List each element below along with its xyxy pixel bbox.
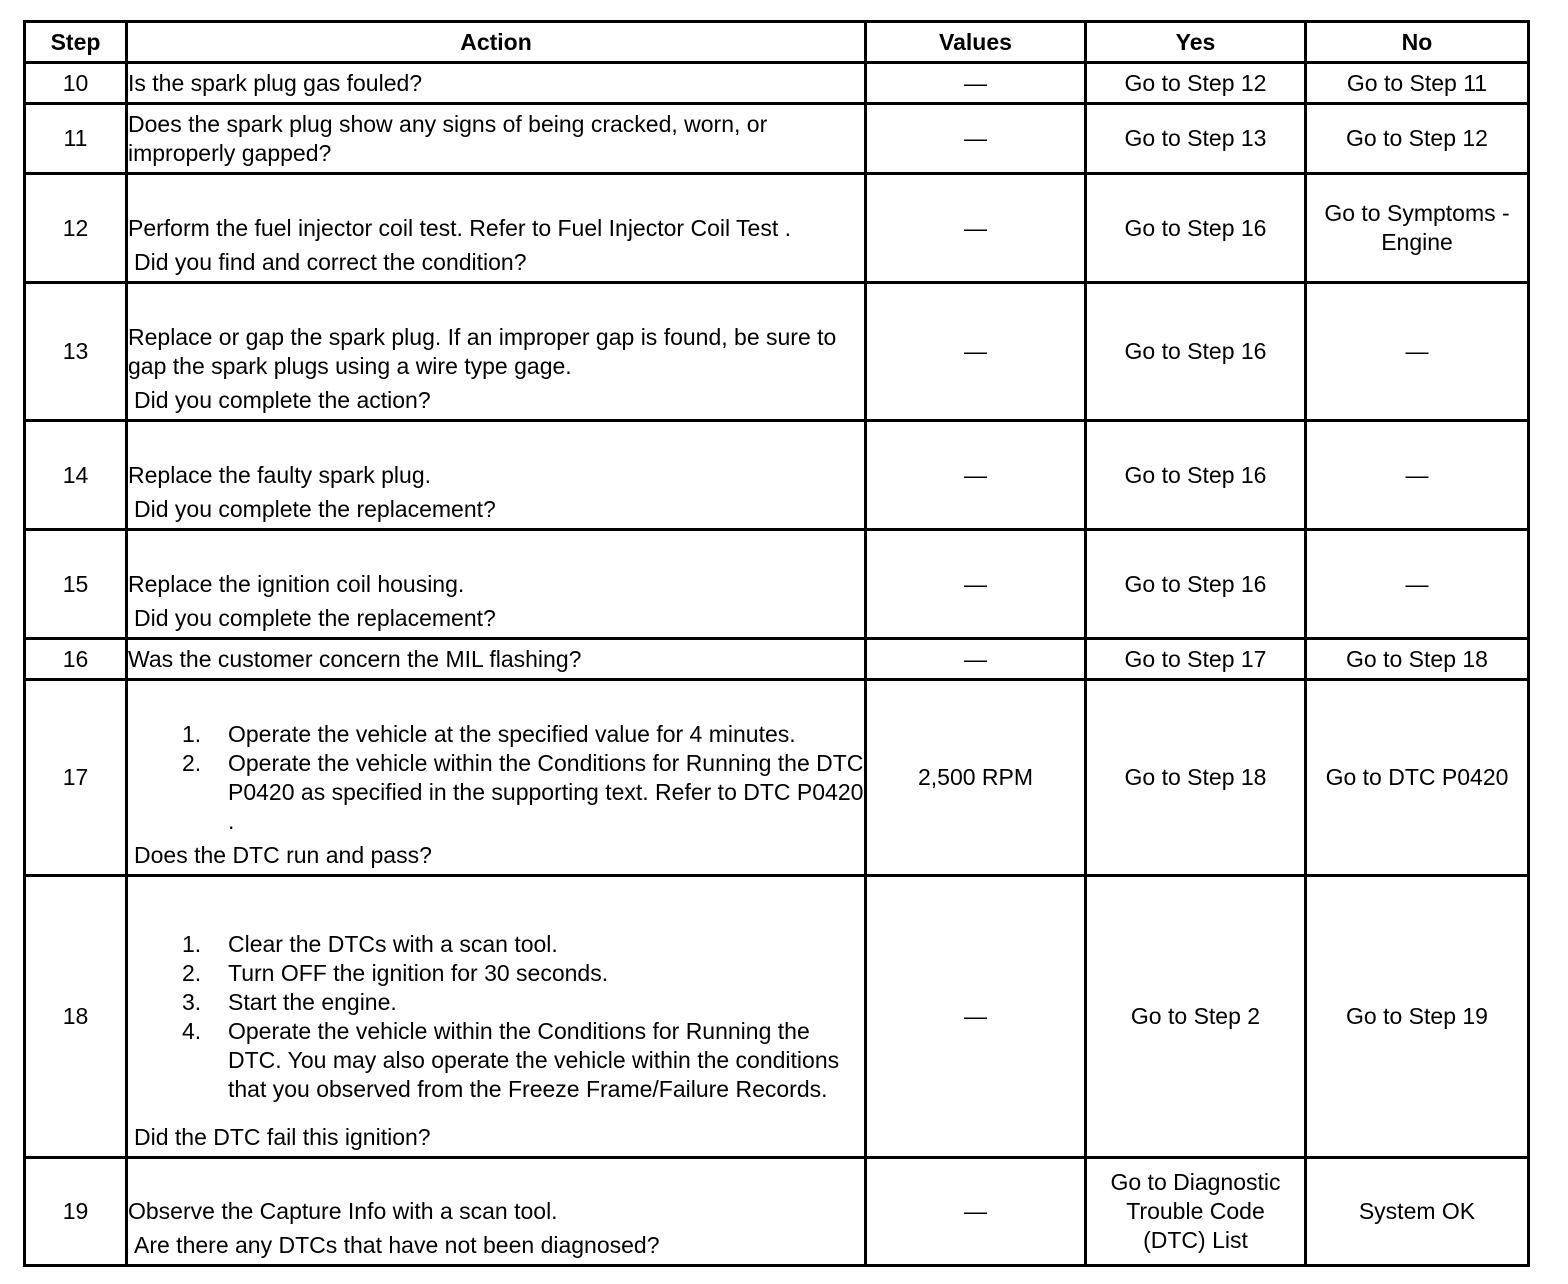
step-number: 12 — [25, 174, 127, 283]
table-row — [25, 530, 1529, 639]
yes-link[interactable]: Go to Step 16 — [1086, 174, 1306, 283]
table-row — [25, 283, 1529, 421]
action-text — [127, 104, 866, 174]
yes-link[interactable]: Go to Diagnostic Trouble Code (DTC) List — [1086, 1158, 1306, 1266]
action-instruction: Perform the fuel injector coil test. Refer to Fuel Injector Coil Test . — [128, 214, 792, 241]
header-yes: Yes — [1086, 22, 1306, 63]
list-item: Clear the DTCs with a scan tool. — [228, 930, 558, 957]
action-steps-list — [128, 720, 864, 836]
table-row — [25, 639, 1529, 680]
action-instruction: Replace the faulty spark plug. — [128, 461, 432, 488]
yes-link[interactable]: Go to Step 13 — [1086, 104, 1306, 174]
yes-link[interactable]: Go to Step 2 — [1086, 876, 1306, 1158]
no-link[interactable]: Go to Symptoms - Engine — [1306, 174, 1529, 283]
value-cell: — — [866, 63, 1086, 104]
list-item: Operate the vehicle at the specified value for 4 minutes. — [228, 720, 796, 747]
no-link[interactable]: Go to Step 12 — [1306, 104, 1529, 174]
yes-link[interactable]: Go to Step 16 — [1086, 530, 1306, 639]
step-number: 15 — [25, 530, 127, 639]
yes-link[interactable]: Go to Step 18 — [1086, 680, 1306, 876]
value-cell: — — [866, 174, 1086, 283]
action-instruction: Observe the Capture Info with a scan tool. — [128, 1198, 558, 1224]
action-text — [127, 63, 866, 104]
no-link[interactable]: Go to Step 19 — [1306, 876, 1529, 1158]
action-instruction: Is the spark plug gas fouled? — [128, 69, 423, 96]
action-question: Did you complete the replacement? — [134, 496, 496, 522]
table-row — [25, 63, 1529, 104]
no-link[interactable]: Go to Step 18 — [1306, 639, 1529, 680]
list-item: Turn OFF the ignition for 30 seconds. — [228, 959, 609, 986]
no-link[interactable]: Go to DTC P0420 — [1306, 680, 1529, 876]
step-number: 11 — [25, 104, 127, 174]
action-question: Did you find and correct the condition? — [134, 249, 527, 275]
list-item: Start the engine. — [228, 988, 397, 1015]
step-number: 16 — [25, 639, 127, 680]
step-number: 18 — [25, 876, 127, 1158]
action-question: Did you complete the action? — [134, 387, 431, 413]
table-row — [25, 174, 1529, 283]
no-link[interactable]: Go to Step 11 — [1306, 63, 1529, 104]
value-cell: — — [866, 530, 1086, 639]
table-row — [25, 104, 1529, 174]
action-question: Are there any DTCs that have not been diagnosed? — [134, 1232, 660, 1258]
yes-link[interactable]: Go to Step 12 — [1086, 63, 1306, 104]
step-number: 13 — [25, 283, 127, 421]
header-values: Values — [866, 22, 1086, 63]
action-question: Did the DTC fail this ignition? — [134, 1124, 431, 1150]
header-no: No — [1306, 22, 1529, 63]
step-number: 19 — [25, 1158, 127, 1266]
no-link: — — [1306, 283, 1529, 421]
action-text — [127, 530, 866, 639]
yes-link[interactable]: Go to Step 17 — [1086, 639, 1306, 680]
action-instruction: Replace the ignition coil housing. — [128, 570, 465, 597]
value-cell: — — [866, 876, 1086, 1158]
diagnostic-table — [23, 20, 1530, 1267]
step-number: 10 — [25, 63, 127, 104]
list-item: Operate the vehicle within the Conditions for Running the DTC. You may also operate the vehicle within the conditions that you observed from the Freeze Frame/Failure Records. — [228, 1017, 840, 1102]
action-text — [127, 283, 866, 421]
yes-link[interactable]: Go to Step 16 — [1086, 283, 1306, 421]
value-cell: — — [866, 1158, 1086, 1266]
value-cell: 2,500 RPM — [866, 680, 1086, 876]
action-instruction: Replace or gap the spark plug. If an improper gap is found, be sure to gap the spark plugs using a wire type gage. — [128, 323, 837, 379]
yes-link[interactable]: Go to Step 16 — [1086, 421, 1306, 530]
action-text — [127, 1158, 866, 1266]
list-item: Operate the vehicle within the Conditions for Running the DTC P0420 as specified in the supporting text. Refer to DTC P0420 . — [228, 749, 864, 834]
action-text — [127, 680, 866, 876]
action-instruction: Was the customer concern the MIL flashing? — [128, 645, 582, 672]
table-row — [25, 1158, 1529, 1266]
header-action: Action — [127, 22, 866, 63]
no-link: — — [1306, 530, 1529, 639]
no-link: System OK — [1306, 1158, 1529, 1266]
header-row — [25, 22, 1529, 63]
action-text — [127, 174, 866, 283]
action-text — [127, 876, 866, 1158]
table-row — [25, 421, 1529, 530]
value-cell: — — [866, 639, 1086, 680]
table-row — [25, 680, 1529, 876]
value-cell: — — [866, 283, 1086, 421]
no-link: — — [1306, 421, 1529, 530]
action-question: Did you complete the replacement? — [134, 605, 496, 631]
action-steps-list — [128, 930, 864, 1104]
value-cell: — — [866, 421, 1086, 530]
action-question: Does the DTC run and pass? — [134, 842, 432, 868]
action-text — [127, 421, 866, 530]
step-number: 14 — [25, 421, 127, 530]
header-step: Step — [25, 22, 127, 63]
action-instruction: Does the spark plug show any signs of being cracked, worn, or improperly gapped? — [128, 110, 768, 166]
value-cell: — — [866, 104, 1086, 174]
step-number: 17 — [25, 680, 127, 876]
action-text — [127, 639, 866, 680]
table-row — [25, 876, 1529, 1158]
